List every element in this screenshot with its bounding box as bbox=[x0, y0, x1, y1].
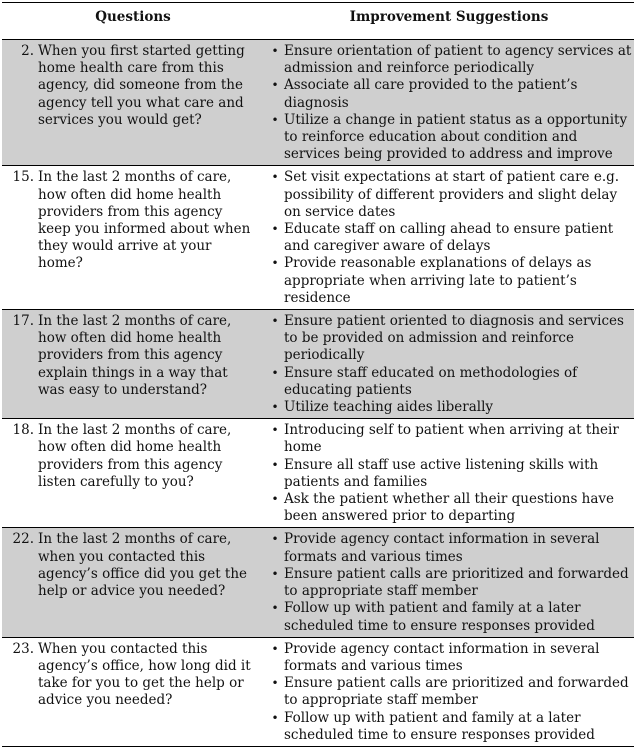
question-text: In the last 2 months of care, when you contacted this agency’s office did you get the help or advice you needed? bbox=[38, 531, 248, 600]
bullet-icon: • bbox=[271, 112, 279, 127]
suggestion-item bbox=[266, 422, 632, 456]
bullet-icon: • bbox=[271, 423, 279, 438]
question-wrapper bbox=[4, 43, 256, 129]
table-row bbox=[2, 419, 634, 528]
suggestion-item bbox=[266, 600, 632, 634]
improvement-table bbox=[2, 2, 634, 747]
suggestion-text: Provide agency contact information in several formats and various times bbox=[284, 640, 600, 674]
suggestion-text: Utilize teaching aides liberally bbox=[284, 399, 494, 416]
suggestion-item bbox=[266, 399, 632, 416]
questions-header: Questions bbox=[2, 3, 264, 40]
question-number: 2. bbox=[21, 43, 34, 59]
bullet-icon: • bbox=[271, 256, 279, 271]
bullet-icon: • bbox=[271, 566, 279, 581]
table-row bbox=[2, 166, 634, 310]
table-body bbox=[2, 40, 634, 747]
question-wrapper bbox=[4, 313, 256, 399]
suggestion-text: Provide agency contact information in several formats and various times bbox=[284, 531, 600, 565]
suggestion-text: Provide reasonable explanations of delays as appropriate when arriving late to patient’s residence bbox=[284, 255, 592, 306]
suggestion-text: Associate all care provided to the patient’s diagnosis bbox=[284, 77, 578, 111]
suggestion-text: Ensure all staff use active listening skills with patients and families bbox=[284, 456, 599, 490]
suggestion-item bbox=[266, 43, 632, 77]
bullet-icon: • bbox=[271, 532, 279, 547]
suggestion-text: Educate staff on calling ahead to ensure patient and caregiver aware of delays bbox=[284, 221, 614, 255]
suggestion-item bbox=[266, 365, 632, 399]
suggestion-item bbox=[266, 457, 632, 491]
suggestion-text: Follow up with patient and family at a later scheduled time to ensure responses provided bbox=[284, 600, 595, 634]
suggestion-text: Ask the patient whether all their questions have been answered prior to departing bbox=[284, 491, 615, 525]
suggestion-item bbox=[266, 491, 632, 525]
suggestions-cell bbox=[264, 637, 634, 746]
suggestion-item bbox=[266, 675, 632, 709]
suggestion-text: Ensure patient calls are prioritized and forwarded to appropriate staff member bbox=[284, 565, 629, 600]
question-cell bbox=[2, 419, 264, 528]
question-wrapper bbox=[4, 531, 256, 600]
suggestion-list bbox=[266, 422, 632, 525]
question-text: In the last 2 months of care, how often did home health providers from this agency keep you informed about when they would arrive at your home? bbox=[38, 169, 251, 272]
bullet-icon: • bbox=[271, 601, 279, 616]
bullet-icon: • bbox=[271, 222, 279, 237]
suggestion-list bbox=[266, 641, 632, 744]
suggestion-list bbox=[266, 531, 632, 634]
suggestion-text: Ensure staff educated on methodologies of educating patients bbox=[284, 364, 578, 398]
bullet-icon: • bbox=[271, 365, 279, 380]
bullet-icon: • bbox=[271, 457, 279, 472]
suggestions-cell bbox=[264, 528, 634, 637]
bullet-icon: • bbox=[271, 710, 279, 725]
question-cell bbox=[2, 528, 264, 637]
question-cell bbox=[2, 637, 264, 746]
question-cell bbox=[2, 166, 264, 310]
suggestion-item bbox=[266, 710, 632, 744]
suggestions-cell bbox=[264, 166, 634, 310]
suggestion-item bbox=[266, 255, 632, 307]
question-cell bbox=[2, 310, 264, 419]
bullet-icon: • bbox=[271, 170, 279, 185]
question-number: 23. bbox=[12, 640, 34, 657]
question-number: 22. bbox=[12, 531, 34, 548]
question-wrapper bbox=[4, 422, 256, 491]
suggestion-text: Follow up with patient and family at a later scheduled time to ensure responses provided bbox=[284, 709, 595, 743]
question-number: 15. bbox=[12, 169, 34, 186]
suggestion-item bbox=[266, 169, 632, 221]
table-row bbox=[2, 40, 634, 166]
question-text: When you first started getting home health care from this agency, did someone from the agency tell you what care and services you would get? bbox=[38, 43, 245, 128]
suggestion-item bbox=[266, 112, 632, 164]
suggestion-list bbox=[266, 43, 632, 163]
suggestion-text: Ensure patient oriented to diagnosis and services to be provided on admission and reinforce periodically bbox=[284, 313, 624, 364]
suggestions-header: Improvement Suggestions bbox=[264, 3, 634, 40]
bullet-icon: • bbox=[271, 78, 279, 93]
question-number: 17. bbox=[12, 313, 34, 330]
table-row bbox=[2, 310, 634, 419]
suggestion-item bbox=[266, 531, 632, 565]
suggestion-item bbox=[266, 313, 632, 365]
suggestion-list bbox=[266, 169, 632, 307]
bullet-icon: • bbox=[271, 400, 279, 415]
question-number: 18. bbox=[12, 422, 34, 439]
question-wrapper bbox=[4, 169, 256, 272]
suggestions-cell bbox=[264, 419, 634, 528]
suggestions-cell bbox=[264, 310, 634, 419]
suggestion-item bbox=[266, 566, 632, 600]
bullet-icon: • bbox=[271, 44, 279, 58]
suggestion-item bbox=[266, 641, 632, 675]
table-row bbox=[2, 528, 634, 637]
suggestion-item bbox=[266, 77, 632, 111]
bullet-icon: • bbox=[271, 492, 279, 507]
suggestion-list bbox=[266, 313, 632, 416]
suggestions-cell bbox=[264, 40, 634, 166]
question-cell bbox=[2, 40, 264, 166]
suggestion-text: Introducing self to patient when arriving at their home bbox=[284, 422, 619, 456]
suggestion-text: Set visit expectations at start of patient care e.g. possibility of different providers and slight delay on service dates bbox=[284, 169, 620, 220]
suggestion-text: Ensure patient calls are prioritized and forwarded to appropriate staff member bbox=[284, 675, 629, 709]
bullet-icon: • bbox=[271, 641, 279, 656]
question-text: In the last 2 months of care, how often did home health providers from this agency explain things in a way that was easy to understand? bbox=[38, 313, 232, 398]
suggestion-item bbox=[266, 221, 632, 255]
suggestion-text: Ensure orientation of patient to agency services at admission and reinforce periodically bbox=[284, 43, 632, 77]
bullet-icon: • bbox=[271, 314, 279, 329]
question-text: In the last 2 months of care, how often did home health providers from this agency listen carefully to you? bbox=[38, 422, 232, 490]
question-text: When you contacted this agency’s office, how long did it take for you to get the help or advice you needed? bbox=[38, 640, 251, 709]
bullet-icon: • bbox=[271, 676, 279, 691]
question-wrapper bbox=[4, 641, 256, 710]
table-row bbox=[2, 637, 634, 746]
suggestion-text: Utilize a change in patient status as a opportunity to reinforce education about condition and services being provided to address and improve bbox=[284, 111, 628, 163]
header-row bbox=[2, 3, 634, 40]
